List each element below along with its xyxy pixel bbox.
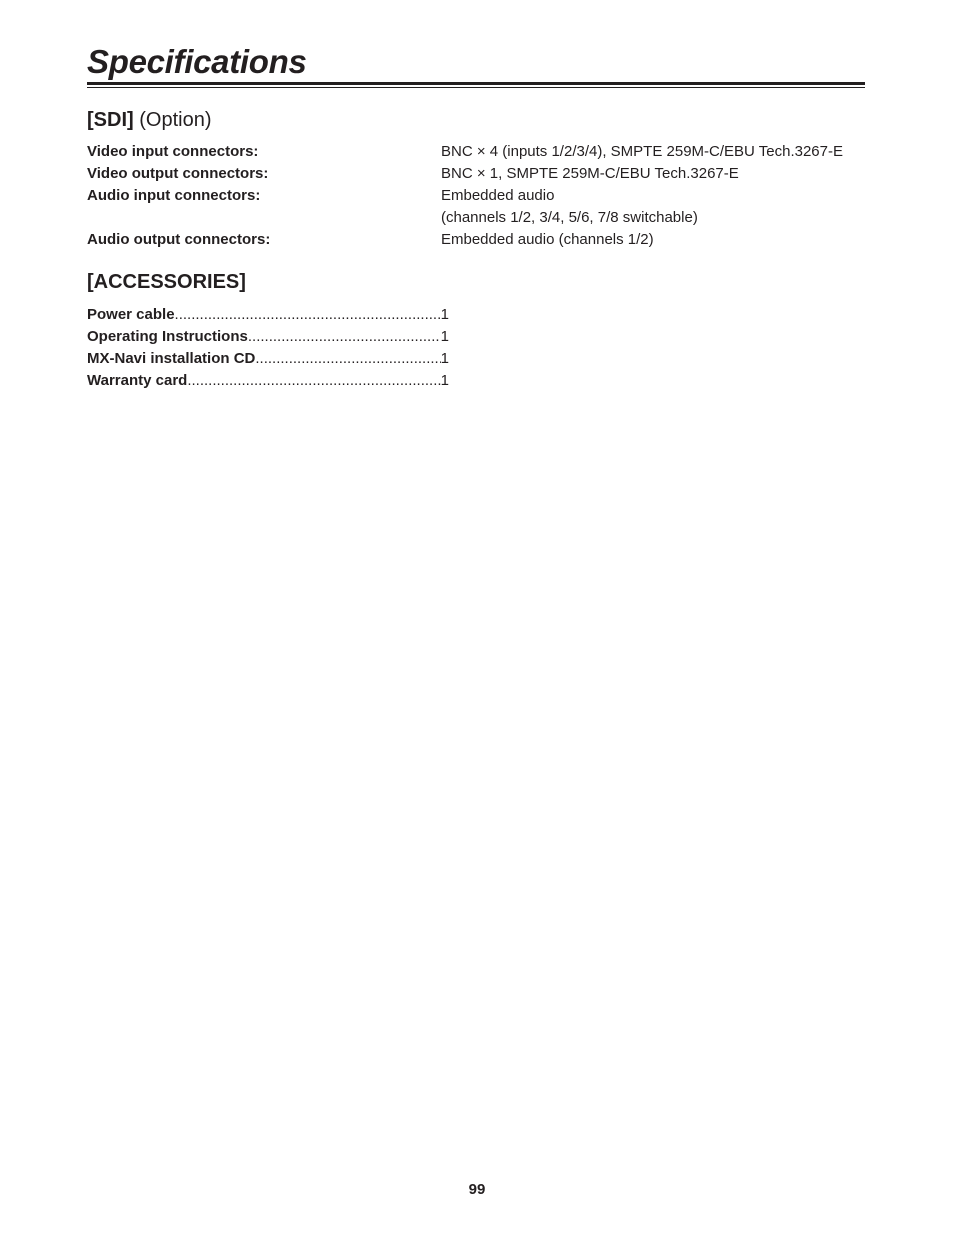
sdi-heading-bold: [SDI]	[87, 109, 134, 131]
accessory-name: Operating Instructions	[87, 328, 248, 345]
accessory-qty: 1	[440, 372, 449, 389]
spec-row	[87, 229, 877, 251]
dot-leader	[187, 370, 440, 392]
dot-leader	[175, 304, 441, 326]
spec-value: BNC × 1, SMPTE 259M-C/EBU Tech.3267-E	[441, 165, 739, 182]
spec-value: Embedded audio	[441, 187, 555, 204]
accessory-qty: 1	[440, 350, 449, 367]
sdi-spec-table	[87, 141, 877, 251]
dot-leader	[255, 348, 440, 370]
spec-value: (channels 1/2, 3/4, 5/6, 7/8 switchable)	[441, 209, 698, 226]
accessory-qty: 1	[440, 306, 449, 323]
spec-value: BNC × 4 (inputs 1/2/3/4), SMPTE 259M-C/EBU Tech.3267-E	[441, 143, 843, 160]
spec-label	[87, 207, 441, 229]
spec-value: Embedded audio (channels 1/2)	[441, 231, 654, 248]
accessory-name: Power cable	[87, 306, 175, 323]
spec-row	[87, 185, 877, 207]
spec-label: Video input connectors:	[87, 143, 259, 160]
spec-label: Audio input connectors:	[87, 187, 261, 204]
accessories-list	[87, 304, 449, 392]
list-item	[87, 304, 449, 326]
spec-row	[87, 163, 877, 185]
sdi-section-heading	[87, 108, 211, 132]
page-number: 99	[468, 1181, 486, 1198]
spec-row	[87, 207, 877, 229]
page-title: Specifications	[87, 43, 307, 80]
list-item	[87, 348, 449, 370]
sdi-heading-rest: (Option)	[133, 109, 212, 131]
spec-label: Video output connectors:	[87, 165, 269, 182]
list-item	[87, 326, 449, 348]
spec-row	[87, 141, 877, 163]
spec-label: Audio output connectors:	[87, 231, 271, 248]
list-item	[87, 370, 449, 392]
title-rule-thin	[87, 87, 865, 88]
accessory-name: Warranty card	[87, 372, 188, 389]
accessory-qty: 1	[440, 328, 449, 345]
dot-leader	[248, 326, 441, 348]
accessory-name: MX-Navi installation CD	[87, 350, 256, 367]
title-rule-thick	[87, 82, 865, 85]
accessories-section-heading: [ACCESSORIES]	[87, 271, 246, 293]
